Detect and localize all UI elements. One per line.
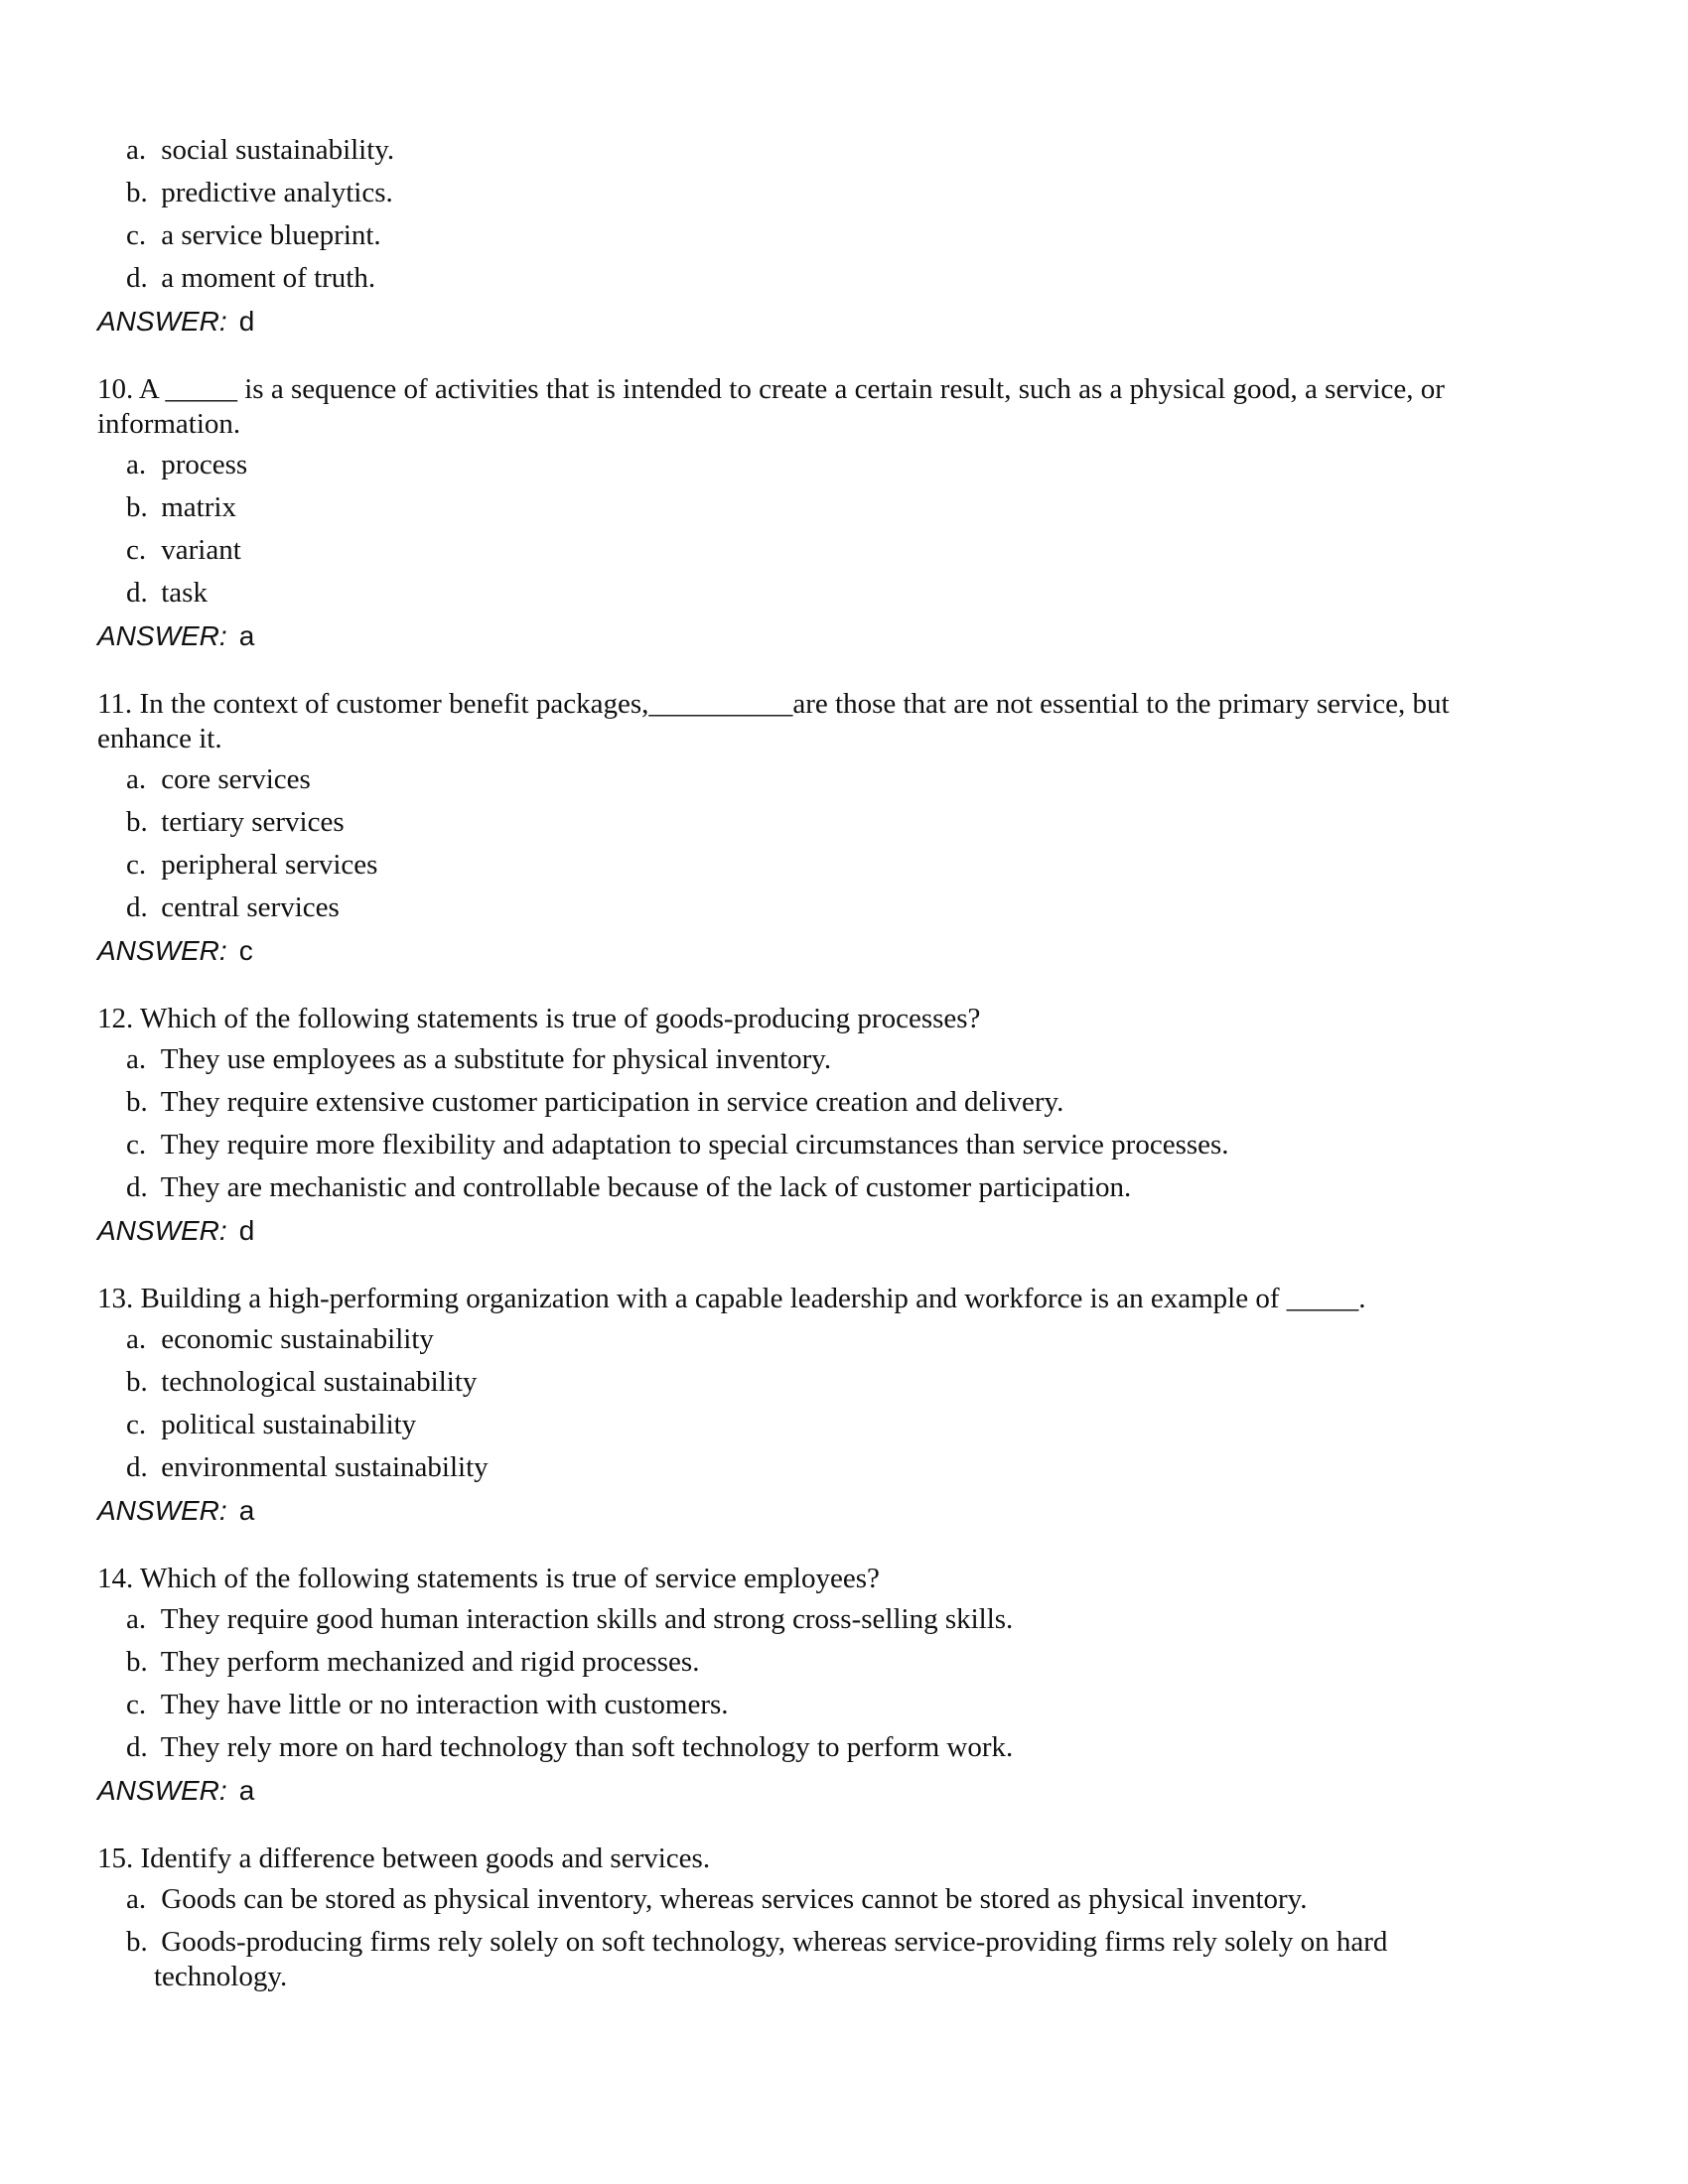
option-text: They require extensive customer participation in service creation and delivery.: [160, 1086, 1064, 1118]
option-list: [97, 1038, 1517, 1209]
option-label: b.: [126, 177, 148, 208]
question-stem: Which of the following statements is true of goods-producing processes?: [139, 1003, 981, 1034]
option-text: a moment of truth.: [161, 262, 376, 294]
option-label: c.: [126, 219, 147, 251]
option-list: [97, 1878, 1517, 1998]
option-label: d.: [126, 577, 148, 609]
answer-line: [97, 929, 1517, 972]
answer-line: [97, 614, 1517, 657]
answer-option: [97, 844, 1517, 887]
answer-option: [97, 214, 1517, 257]
option-text: They require good human interaction skills and strong cross-selling skills.: [160, 1603, 1014, 1635]
answer-option: [97, 1878, 1517, 1921]
option-label: a.: [126, 449, 147, 480]
answer-option: [97, 1641, 1517, 1684]
answer-option: [97, 1446, 1517, 1489]
option-label: a.: [126, 1323, 147, 1355]
question-number: 11.: [97, 688, 133, 720]
answer-option: [97, 1124, 1517, 1166]
answer-label: ANSWER:: [97, 1775, 227, 1806]
answer-line: [97, 1489, 1517, 1532]
answer-line: [97, 1769, 1517, 1812]
answer-line: [97, 300, 1517, 342]
answer-option: [97, 1726, 1517, 1769]
answer-value: a: [238, 1775, 255, 1806]
answer-option: [97, 444, 1517, 486]
question-stem: Identify a difference between goods and services.: [140, 1843, 711, 1874]
question-block: [97, 687, 1517, 972]
question-text: [97, 1842, 1517, 1876]
answer-value: d: [238, 306, 255, 337]
question-block: [97, 372, 1517, 657]
option-text: Goods-producing firms rely solely on soft technology, whereas service-providing firms rely solely on hard technology.: [154, 1926, 1388, 1992]
option-text: They require more flexibility and adaptation to special circumstances than service processes.: [160, 1129, 1229, 1160]
option-label: b.: [126, 1366, 148, 1398]
option-label: b.: [126, 1646, 148, 1678]
answer-option: [97, 1166, 1517, 1209]
answer-option: [97, 758, 1517, 801]
question-stem: Which of the following statements is true of service employees?: [139, 1563, 880, 1594]
question-number: 10.: [97, 373, 134, 405]
answer-option: [97, 572, 1517, 614]
option-label: a.: [126, 763, 147, 795]
question-number: 13.: [97, 1283, 134, 1314]
option-text: tertiary services: [161, 806, 345, 838]
question-block: [97, 1282, 1517, 1532]
answer-option: [97, 1404, 1517, 1446]
question-text: [97, 1282, 1517, 1316]
question-number: 12.: [97, 1003, 134, 1034]
question-number: 14.: [97, 1563, 134, 1594]
answer-option: [97, 1684, 1517, 1726]
answer-label: ANSWER:: [97, 1215, 227, 1246]
answer-option: [97, 801, 1517, 844]
option-label: b.: [126, 806, 148, 838]
question-stem: Building a high-performing organization with a capable leadership and workforce is an example of _____.: [140, 1283, 1366, 1314]
option-text: Goods can be stored as physical inventory, whereas services cannot be stored as physical inventory.: [161, 1883, 1308, 1915]
question-text: [97, 372, 1517, 442]
option-label: b.: [126, 1086, 148, 1118]
answer-option: [97, 172, 1517, 214]
answer-option: [97, 1598, 1517, 1641]
option-label: c.: [126, 849, 147, 881]
option-label: d.: [126, 1451, 148, 1483]
option-text: economic sustainability: [161, 1323, 434, 1355]
answer-label: ANSWER:: [97, 620, 227, 651]
question-number: 15.: [97, 1843, 134, 1874]
option-text: central services: [161, 891, 340, 923]
answer-label: ANSWER:: [97, 306, 227, 337]
answer-value: d: [238, 1215, 255, 1246]
answer-option: [97, 1038, 1517, 1081]
question-block: [97, 1842, 1517, 1998]
question-block: [97, 1002, 1517, 1252]
question-text: [97, 1002, 1517, 1036]
option-label: c.: [126, 1689, 147, 1720]
option-text: process: [161, 449, 248, 480]
option-text: social sustainability.: [161, 134, 395, 166]
option-text: matrix: [161, 491, 236, 523]
option-text: peripheral services: [161, 849, 378, 881]
option-label: c.: [126, 534, 147, 566]
answer-label: ANSWER:: [97, 935, 227, 966]
question-block-continued: [97, 129, 1517, 342]
answer-option: [97, 257, 1517, 300]
answer-value: c: [238, 935, 253, 966]
option-text: They rely more on hard technology than soft technology to perform work.: [160, 1731, 1014, 1763]
document-page: [97, 127, 1517, 1998]
answer-option: [97, 1921, 1517, 1998]
question-stem: A _____ is a sequence of activities that is intended to create a certain result, such as a physical good, a service, or information.: [97, 373, 1445, 440]
option-text: task: [161, 577, 208, 609]
option-label: a.: [126, 134, 147, 166]
answer-option: [97, 486, 1517, 529]
question-text: [97, 687, 1517, 756]
answer-option: [97, 1361, 1517, 1404]
option-label: c.: [126, 1129, 147, 1160]
option-label: d.: [126, 262, 148, 294]
answer-label: ANSWER:: [97, 1495, 227, 1526]
answer-line: [97, 1209, 1517, 1252]
option-list: [97, 129, 1517, 300]
option-label: d.: [126, 1171, 148, 1203]
option-text: They are mechanistic and controllable because of the lack of customer participation.: [160, 1171, 1132, 1203]
answer-option: [97, 887, 1517, 929]
option-text: predictive analytics.: [161, 177, 393, 208]
option-text: variant: [161, 534, 241, 566]
option-text: environmental sustainability: [161, 1451, 489, 1483]
option-text: They perform mechanized and rigid processes.: [160, 1646, 700, 1678]
option-label: d.: [126, 891, 148, 923]
option-text: They have little or no interaction with customers.: [160, 1689, 729, 1720]
option-label: b.: [126, 1926, 148, 1958]
option-list: [97, 444, 1517, 614]
answer-value: a: [238, 1495, 255, 1526]
answer-option: [97, 529, 1517, 572]
option-label: a.: [126, 1883, 147, 1915]
answer-option: [97, 1081, 1517, 1124]
option-label: b.: [126, 491, 148, 523]
option-list: [97, 1318, 1517, 1489]
option-text: They use employees as a substitute for physical inventory.: [160, 1043, 832, 1075]
option-text: core services: [161, 763, 311, 795]
option-list: [97, 1598, 1517, 1769]
option-label: d.: [126, 1731, 148, 1763]
question-stem: In the context of customer benefit packages,__________are those that are not essential to the primary service, but enhance it.: [97, 688, 1450, 754]
option-text: a service blueprint.: [161, 219, 381, 251]
option-label: c.: [126, 1409, 147, 1440]
question-block: [97, 1562, 1517, 1812]
question-text: [97, 1562, 1517, 1596]
option-list: [97, 758, 1517, 929]
answer-option: [97, 1318, 1517, 1361]
option-label: a.: [126, 1043, 147, 1075]
answer-option: [97, 129, 1517, 172]
option-text: technological sustainability: [161, 1366, 478, 1398]
answer-value: a: [238, 620, 255, 651]
option-text: political sustainability: [161, 1409, 417, 1440]
option-label: a.: [126, 1603, 147, 1635]
